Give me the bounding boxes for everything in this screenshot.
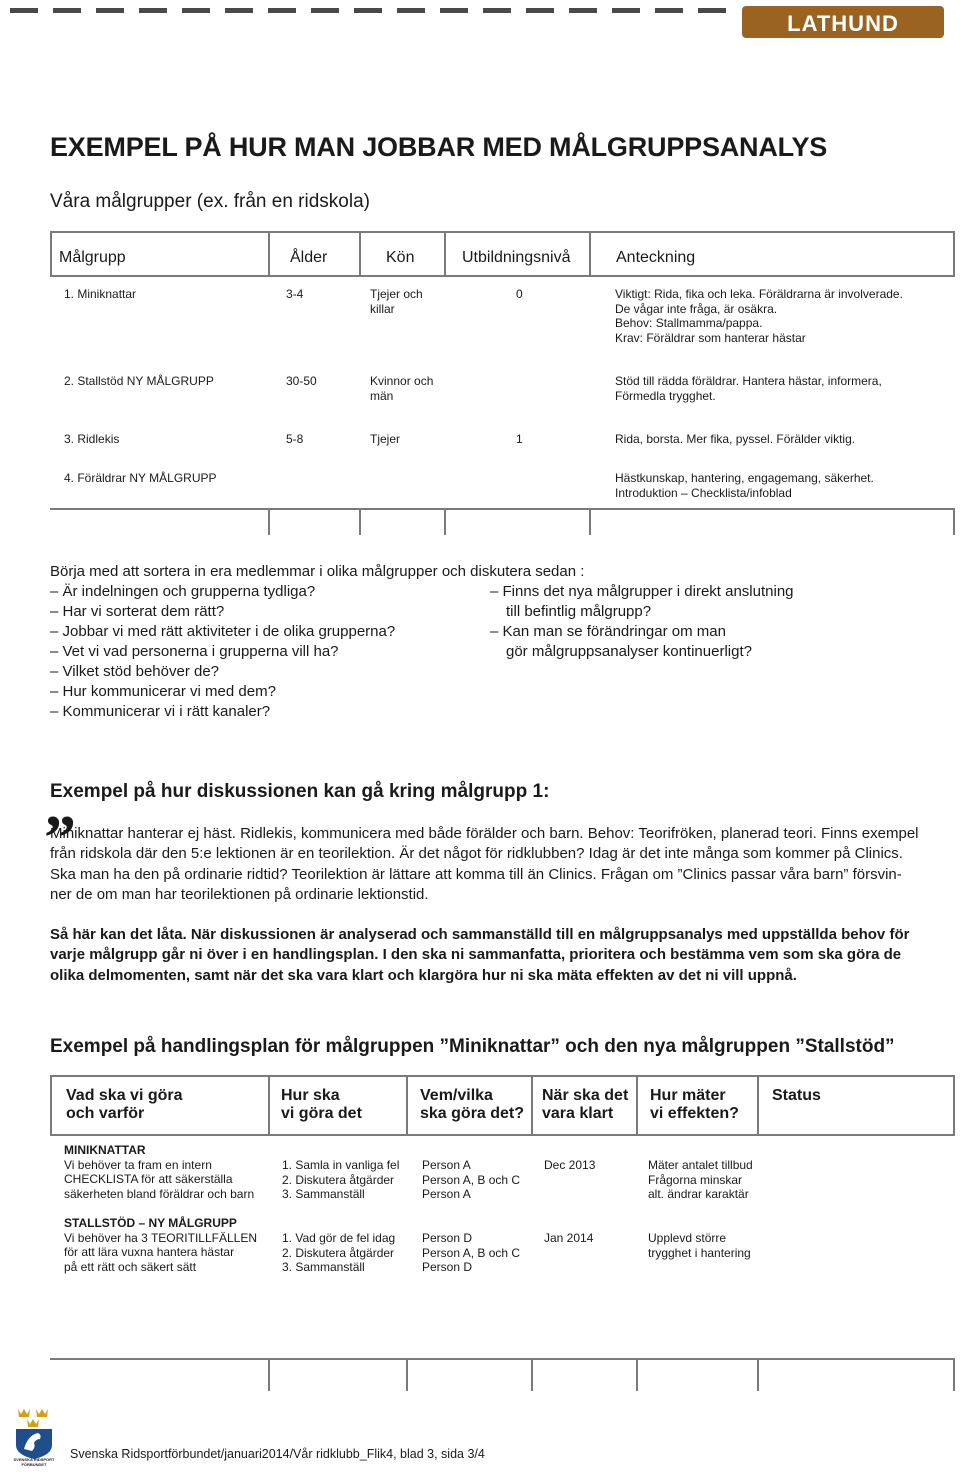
header-cell: Anteckning [616,249,696,266]
table-divider [50,1075,52,1135]
table-cell: 4. Föräldrar NY MÅLGRUPP [64,471,217,485]
lathund-badge: LATHUND [742,6,944,38]
table-divider [268,1075,270,1135]
logo-text: SVENSKA RIDSPORT FÖRBUNDET [13,1457,55,1467]
table-cell: Rida, borsta. Mer fika, pyssel. Förälder viktig. [615,432,856,446]
table-divider [268,1358,270,1391]
federation-logo [8,1405,60,1467]
plan-header-border [50,1134,955,1136]
header-cell: Hur ska vi göra det [281,1087,362,1122]
table-cell: Dec 2013 [544,1158,596,1172]
list-item: – Hur kommunicerar vi med dem? [50,683,276,700]
table-cell: Upplevd större trygghet i hantering [648,1231,751,1260]
header-cell: Vem/vilka ska göra det? [420,1087,525,1122]
header-cell: Hur mäter vi effekten? [650,1087,739,1122]
list-item: – Är indelningen och grupperna tydliga? [50,583,316,600]
table-cell: 1. Vad gör de fel idag 2. Diskutera åtgärder 3. Sammanställ [282,1231,396,1275]
table-divider [636,1075,638,1135]
header-cell: Status [772,1087,821,1104]
list-item: – Kommunicerar vi i rätt kanaler? [50,703,271,720]
page-title: EXEMPEL PÅ HUR MAN JOBBAR MED MÅLGRUPPSANALYS [50,132,828,162]
table-header-border [50,275,955,277]
table-divider [406,1075,408,1135]
table-top-border [50,231,955,233]
table-divider [268,231,270,276]
header-cell: Ålder [290,249,328,266]
list-item: gör målgruppsanalyser kontinuerligt? [506,643,752,660]
table-cell: Viktigt: Rida, fika och leka. Föräldrarna är involverade. De vågar inte fråga, är osäkra. Behov: Stallmamma/pappa. Krav: Föräldrar som hanterar hästar [615,287,903,345]
table-cell: 2. Stallstöd NY MÅLGRUPP [64,374,214,388]
table-cell: Stöd till rädda föräldrar. Hantera hästar, informera, Förmedla trygghet. [615,374,882,403]
table-cell: Person A Person A, B och C Person A [422,1158,521,1202]
table-divider [444,231,446,276]
plan-top-border [50,1075,955,1077]
discussion-title: Exempel på hur diskussionen kan gå kring målgrupp 1: [50,781,550,802]
table-divider [444,508,446,535]
table-cell: MINIKNATTAR Vi behöver ta fram en intern CHECKLISTA för att säkerställa säkerheten bland föräldrar och barn [64,1143,255,1201]
table-divider [953,508,955,535]
plan-bottom-border [50,1358,955,1360]
table-divider [757,1075,759,1135]
header-cell: Vad ska vi göra och varför [66,1087,183,1122]
table-cell: 5-8 [286,432,304,446]
header-cell: När ska det vara klart [542,1087,629,1122]
table-divider [953,1075,955,1135]
table-cell: Hästkunskap, hantering, engagemang, säkerhet. Introduktion – Checklista/infoblad [615,471,874,500]
table-cell: Tjejer [370,432,401,446]
table-divider [757,1358,759,1391]
table-divider [589,508,591,535]
list-item: – Vet vi vad personerna i grupperna vill ha? [50,643,339,660]
table-cell: Tjejer och killar [370,287,423,316]
table-divider [636,1358,638,1391]
list-item: – Finns det nya målgrupper i direkt anslutning [490,583,794,600]
table-cell: 1. Samla in vanliga fel 2. Diskutera åtgärder 3. Sammanställ [282,1158,400,1202]
table-cell: 1. Miniknattar [64,287,137,301]
table-cell: Mäter antalet tillbud Frågorna minskar alt. ändrar karaktär [648,1158,753,1202]
header-cell: Målgrupp [59,249,126,266]
table-divider [406,1358,408,1391]
table-cell: Person D Person A, B och C Person D [422,1231,521,1275]
list-item: – Vilket stöd behöver de? [50,663,220,680]
list-item: – Kan man se förändringar om man [490,623,726,640]
table-cell: 1 [516,432,523,446]
header-cell: Utbildningsnivå [462,249,571,266]
header-cell: Kön [386,249,415,266]
table-bottom-border [50,508,955,510]
questions-intro: Börja med att sortera in era medlemmar i olika målgrupper och diskutera sedan : [50,563,585,580]
footer-text: Svenska Ridsportförbundet/januari2014/Vår ridklubb_Flik4, blad 3, sida 3/4 [70,1447,485,1461]
list-item: – Jobbar vi med rätt aktiviteter i de olika grupperna? [50,623,396,640]
table-divider [953,231,955,276]
table-cell: 3. Ridlekis [64,432,120,446]
table-divider [531,1075,533,1135]
table-divider [50,231,52,276]
discussion-paragraph: Miniknattar hanterar ej häst. Ridlekis, kommunicera med både förälder och barn. Behov: Teorifröken, planerad teori. Finns exempel från ridskola där den 5:e lektionen är en teorilektion. Är det något för ridklubben? Idag är det inte många som kommer på Clinics. Ska man ha den på ordinarie ridtid? Teorilektion är lättare att komma till än Clinics. Frågan om ”Clinics passar våra barn” försvin- ner de om man har teorilektionen på ordinarie lektionstid. [50,825,919,903]
table-divider [953,1358,955,1391]
table-cell: 30-50 [286,374,317,388]
table-cell: Kvinnor och män [370,374,434,403]
table-cell: Jan 2014 [544,1231,594,1245]
table-divider [531,1358,533,1391]
table-cell: 3-4 [286,287,304,301]
plan-title: Exempel på handlingsplan för målgruppen ”Miniknattar” och den nya målgruppen ”Stallstöd” [50,1036,895,1057]
table-cell: 0 [516,287,523,301]
table-divider [359,508,361,535]
quote-mark-icon: ” [44,802,76,873]
page-subtitle: Våra målgrupper (ex. från en ridskola) [50,191,370,212]
table-divider [589,231,591,276]
table-cell: STALLSTÖD – NY MÅLGRUPP Vi behöver ha 3 TEORITILLFÄLLEN för att lära vuxna hantera hästar på ett rätt och säkert sätt [64,1216,257,1274]
list-item: till befintlig målgrupp? [506,603,652,620]
list-item: – Har vi sorterat dem rätt? [50,603,225,620]
table-divider [268,508,270,535]
table-divider [359,231,361,276]
summary-paragraph: Så här kan det låta. När diskussionen är analyserad och sammanställd till en målgruppsanalys med uppställda behov för varje målgrupp går ni över i en handlingsplan. I den ska ni sammanfatta, prioritera och bestämma vem som ska göra de olika delmomenten, samt när det ska vara klart och klargöra hur ni ska mäta effekten av det ni vill uppnå. [50,926,910,984]
